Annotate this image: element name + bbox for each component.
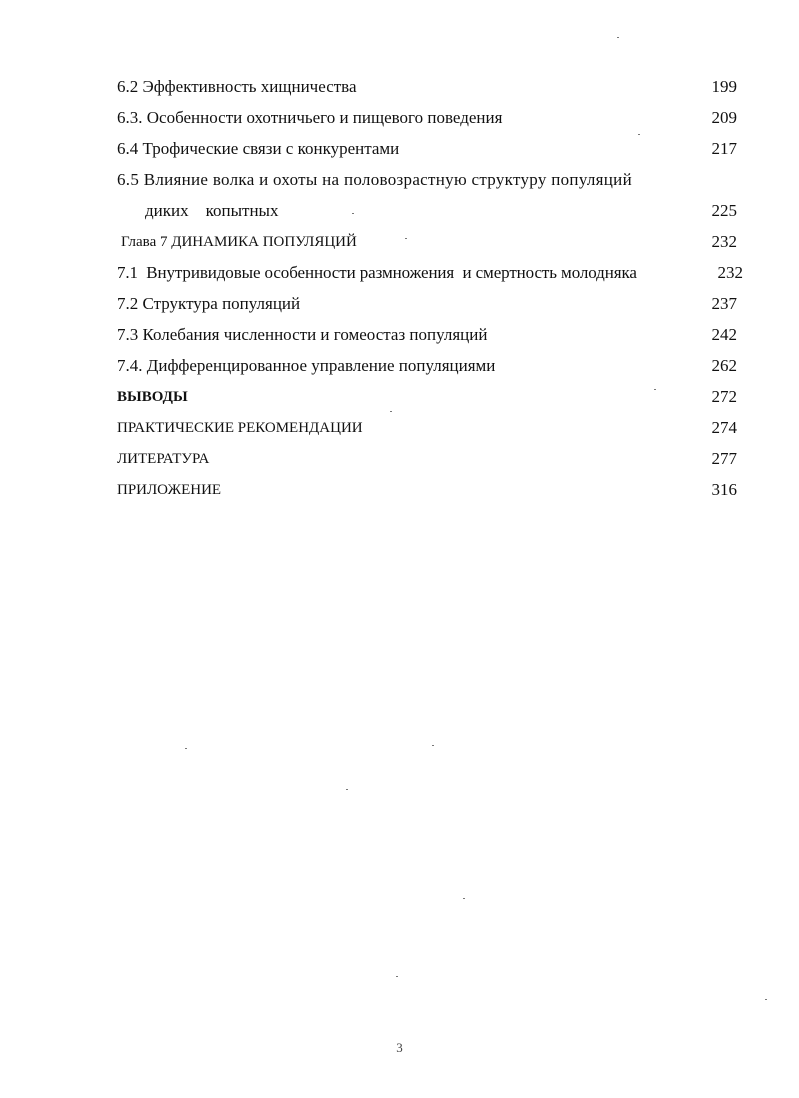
toc-entry-title: ВЫВОДЫ	[117, 389, 188, 405]
toc-entry	[117, 138, 739, 169]
scan-speck	[463, 898, 465, 899]
toc-entry-title: 6.5 Влияние волка и охоты на половозрастную структуру популяций	[117, 170, 632, 189]
toc-entry-title: 7.4. Дифференцированное управление популяциями	[117, 356, 496, 375]
scan-speck	[654, 389, 656, 390]
toc-entry-page: 225	[711, 201, 737, 220]
scan-speck	[617, 37, 619, 38]
page-number: 3	[396, 1040, 403, 1055]
toc-section-heading	[117, 479, 739, 510]
scan-speck	[765, 999, 767, 1000]
toc-section-heading	[117, 386, 739, 417]
scan-speck	[432, 745, 434, 746]
toc-entry-page: 274	[711, 418, 737, 437]
toc-entry-page: 199	[711, 77, 737, 96]
toc-entry-title: Глава 7 ДИНАМИКА ПОПУЛЯЦИЙ	[121, 234, 357, 250]
toc-entry-continuation	[117, 200, 739, 231]
toc-entry	[117, 293, 739, 324]
toc-entry	[117, 76, 739, 107]
toc-entry-page: 242	[711, 325, 737, 344]
scan-speck	[405, 238, 407, 239]
toc-entry-page: 272	[711, 387, 737, 406]
toc-entry-page: 237	[711, 294, 737, 313]
toc-entry	[117, 169, 739, 200]
toc-entry-title: 6.3. Особенности охотничьего и пищевого поведения	[117, 108, 503, 127]
toc-entry-title: 6.4 Трофические связи с конкурентами	[117, 139, 400, 158]
toc-entry-page: 277	[711, 449, 737, 468]
table-of-contents	[117, 76, 743, 510]
scan-speck	[638, 134, 640, 135]
toc-entry-page: 316	[711, 480, 737, 499]
toc-entry-title: 7.2 Структура популяций	[117, 294, 301, 313]
toc-entry-page: 232	[717, 263, 743, 282]
scan-speck	[390, 411, 392, 412]
toc-entry-page: 262	[711, 356, 737, 375]
scan-speck	[352, 213, 354, 214]
toc-entry-title: 7.3 Колебания численности и гомеостаз популяций	[117, 325, 488, 344]
toc-section-heading	[117, 448, 739, 479]
toc-entry-title: 6.2 Эффективность хищничества	[117, 77, 357, 96]
scan-speck	[396, 976, 398, 977]
toc-entry-page: 209	[711, 108, 737, 127]
toc-entry	[117, 355, 739, 386]
toc-entry-title: ЛИТЕРАТУРА	[117, 451, 210, 467]
scan-speck	[346, 789, 348, 790]
toc-entry-title: 7.1 Внутривидовые особенности размножения и смертность молодняка	[117, 263, 637, 282]
toc-entry-page: 232	[711, 232, 737, 251]
scan-speck	[185, 748, 187, 749]
toc-entry-title: диких копытных	[145, 201, 279, 220]
toc-entry-title: ПРИЛОЖЕНИЕ	[117, 482, 222, 498]
toc-entry	[117, 324, 739, 355]
toc-chapter-heading	[117, 231, 739, 262]
toc-entry	[117, 262, 743, 293]
toc-entry-title: ПРАКТИЧЕСКИЕ РЕКОМЕНДАЦИИ	[117, 420, 363, 436]
toc-section-heading	[117, 417, 739, 448]
toc-entry	[117, 107, 739, 138]
toc-entry-page: 217	[711, 139, 737, 158]
